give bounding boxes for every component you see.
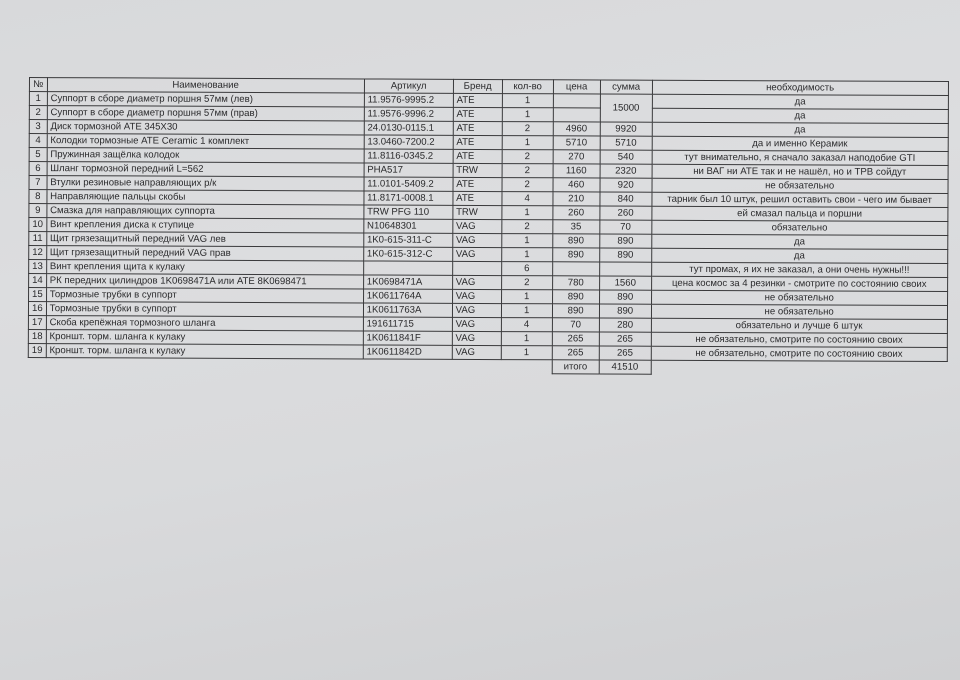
header-name: Наименование: [47, 78, 364, 93]
cell-article: 24.0130-0115.1: [364, 121, 453, 135]
cell-price: 890: [552, 304, 599, 318]
cell-name: Диск тормозной ATE 345X30: [47, 120, 364, 135]
cell-article: PHA517: [364, 163, 453, 177]
cell-no: 7: [29, 176, 47, 190]
cell-qty: 1: [501, 234, 552, 248]
cell-brand: ATE: [453, 121, 502, 135]
cell-sum: 260: [600, 206, 652, 220]
header-price: цена: [553, 80, 600, 94]
header-qty: кол-во: [502, 80, 553, 94]
cell-qty: 1: [502, 108, 553, 122]
cell-qty: 1: [502, 94, 553, 108]
cell-brand: ATE: [453, 177, 502, 191]
cell-price: 780: [552, 276, 599, 290]
cell-no: 3: [29, 120, 47, 134]
cell-name: Втулки резиновые направляющих р/к: [47, 176, 364, 191]
total-spacer: [28, 357, 552, 373]
cell-no: 6: [29, 162, 47, 176]
total-value: 41510: [599, 360, 651, 374]
cell-need: да: [652, 94, 948, 109]
cell-name: Пружинная защёлка колодок: [47, 148, 364, 163]
cell-brand: TRW: [453, 205, 502, 219]
cell-brand: VAG: [452, 275, 501, 289]
cell-no: 4: [29, 134, 47, 148]
cell-article: 1K0611841F: [363, 331, 452, 345]
cell-need: не обязательно: [652, 178, 948, 193]
cell-article: 1K0698471A: [363, 275, 452, 289]
cell-brand: VAG: [452, 303, 501, 317]
cell-price: 890: [552, 234, 599, 248]
cell-need: да: [651, 248, 947, 263]
header-sum: сумма: [600, 80, 652, 94]
cell-sum: 540: [600, 150, 652, 164]
cell-qty: 1: [501, 346, 552, 360]
cell-brand: TRW: [453, 163, 502, 177]
cell-name: Тормозные трубки в суппорт: [46, 302, 363, 317]
cell-brand: VAG: [452, 345, 501, 359]
cell-price: 1160: [553, 164, 600, 178]
total-spacer-right: [651, 360, 947, 375]
table-body: [28, 92, 948, 362]
cell-qty: 1: [501, 304, 552, 318]
cell-sum: [599, 262, 651, 276]
cell-price: 70: [552, 318, 599, 332]
cell-qty: 6: [501, 262, 552, 276]
cell-need: обязательно и лучше 6 штук: [651, 318, 947, 333]
cell-need: не обязательно, смотрите по состоянию своих: [651, 346, 947, 361]
cell-no: 1: [29, 92, 47, 106]
cell-name: РК передних цилиндров 1K0698471A или ATE 8K0698471: [46, 274, 363, 289]
cell-brand: [452, 261, 501, 275]
cell-price: 265: [552, 332, 599, 346]
cell-article: 11.8116-0345.2: [364, 149, 453, 163]
cell-name: Тормозные трубки в суппорт: [46, 288, 363, 303]
cell-no: 18: [28, 329, 46, 343]
cell-need: ей смазал пальца и поршни: [652, 206, 948, 221]
cell-qty: 1: [501, 332, 552, 346]
cell-need: ни ВАГ ни ATE так и не нашёл, но и TPB сойдут: [652, 164, 948, 179]
cell-article: 11.8171-0008.1: [364, 191, 453, 205]
cell-no: 5: [29, 148, 47, 162]
cell-sum: 9920: [600, 122, 652, 136]
cell-sum: 920: [600, 178, 652, 192]
cell-article: 11.9576-9995.2: [364, 93, 453, 107]
header-no: №: [29, 78, 47, 92]
cell-sum: 890: [599, 234, 651, 248]
cell-qty: 4: [502, 192, 553, 206]
cell-need: да и именно Керамик: [652, 136, 948, 151]
cell-qty: 2: [502, 150, 553, 164]
cell-brand: VAG: [452, 219, 501, 233]
cell-no: 17: [28, 315, 46, 329]
cell-brand: VAG: [452, 247, 501, 261]
cell-qty: 2: [501, 220, 552, 234]
cell-article: N10648301: [363, 219, 452, 233]
cell-sum-merged: 15000: [600, 94, 652, 122]
cell-qty: 2: [502, 164, 553, 178]
cell-no: 12: [29, 246, 47, 260]
cell-brand: VAG: [452, 317, 501, 331]
cell-price: 265: [552, 346, 599, 360]
cell-price: [553, 108, 600, 122]
cell-price: 890: [552, 290, 599, 304]
cell-need: да: [652, 122, 948, 137]
cell-price: 260: [553, 206, 600, 220]
cell-brand: ATE: [453, 191, 502, 205]
cell-name: Скоба крепёжная тормозного шланга: [46, 316, 363, 331]
cell-sum: 890: [599, 290, 651, 304]
cell-article: 1K0611764A: [363, 289, 452, 303]
cell-qty: 1: [501, 248, 552, 262]
cell-price: 35: [552, 220, 599, 234]
cell-sum: 280: [599, 318, 651, 332]
cell-brand: VAG: [452, 233, 501, 247]
header-need: необходимость: [652, 80, 948, 95]
cell-need: цена космос за 4 резинки - смотрите по состоянию своих: [651, 276, 947, 291]
cell-no: 13: [29, 260, 47, 274]
cell-price: 890: [552, 248, 599, 262]
cell-no: 2: [29, 106, 47, 120]
cell-name: Кроншт. торм. шланга к кулаку: [46, 330, 363, 345]
cell-no: 11: [29, 232, 47, 246]
cell-sum: 1560: [599, 276, 651, 290]
cell-no: 14: [29, 274, 47, 288]
cell-brand: VAG: [452, 331, 501, 345]
cell-sum: 5710: [600, 136, 652, 150]
cell-qty: 2: [502, 122, 553, 136]
cell-name: Щит грязезащитный передний VAG прав: [46, 246, 363, 261]
cell-no: 8: [29, 190, 47, 204]
cell-need: не обязательно: [651, 304, 947, 319]
cell-no: 16: [28, 302, 46, 316]
cell-qty: 1: [502, 206, 553, 220]
cell-sum: 265: [599, 332, 651, 346]
cell-price: [553, 94, 600, 108]
cell-brand: VAG: [452, 289, 501, 303]
cell-price: 460: [553, 178, 600, 192]
cell-qty: 1: [501, 290, 552, 304]
cell-name: Щит грязезащитный передний VAG лев: [46, 232, 363, 247]
cell-article: TRW PFG 110: [364, 205, 453, 219]
parts-table: [28, 77, 949, 376]
cell-name: Колодки тормозные ATE Ceramic 1 комплект: [47, 134, 364, 149]
cell-price: 270: [553, 150, 600, 164]
cell-sum: 840: [600, 192, 652, 206]
cell-need: тут внимательно, я сначало заказал наподобие GTI: [652, 150, 948, 165]
cell-price: [552, 262, 599, 276]
cell-name: Суппорт в сборе диаметр поршня 57мм (прав): [47, 106, 364, 121]
cell-brand: ATE: [453, 93, 502, 107]
cell-no: 15: [29, 288, 47, 302]
cell-sum: 70: [599, 220, 651, 234]
cell-name: Шланг тормозной передний L=562: [47, 162, 364, 177]
cell-need: тут промах, я их не заказал, а они очень нужны!!!: [651, 262, 947, 277]
cell-article: 1K0611842D: [363, 345, 452, 359]
cell-article: 191611715: [363, 317, 452, 331]
header-article: Артикул: [364, 79, 453, 93]
header-brand: Бренд: [453, 79, 502, 93]
cell-need: обязательно: [651, 220, 947, 235]
cell-qty: 2: [502, 178, 553, 192]
cell-sum: 2320: [600, 164, 652, 178]
cell-price: 4960: [553, 122, 600, 136]
cell-no: 19: [28, 343, 46, 357]
cell-name: Винт крепления диска к ступице: [46, 218, 363, 233]
cell-qty: 4: [501, 318, 552, 332]
cell-article: 1K0-615-312-C: [363, 247, 452, 261]
cell-need: да: [651, 234, 947, 249]
cell-article: 11.0101-5409.2: [364, 177, 453, 191]
cell-need: не обязательно: [651, 290, 947, 305]
cell-no: 10: [29, 218, 47, 232]
cell-qty: 2: [501, 276, 552, 290]
cell-sum: 890: [599, 304, 651, 318]
cell-name: Кроншт. торм. шланга к кулаку: [46, 344, 363, 359]
cell-name: Смазка для направляющих суппорта: [47, 204, 364, 219]
cell-article: 11.9576-9996.2: [364, 107, 453, 121]
cell-name: Суппорт в сборе диаметр поршня 57мм (лев): [47, 92, 364, 107]
cell-article: [363, 261, 452, 275]
cell-article: 13.0460-7200.2: [364, 135, 453, 149]
cell-need: тарник был 10 штук, решил оставить свои - чего им бывает: [652, 192, 948, 207]
cell-article: 1K0-615-311-C: [363, 233, 452, 247]
cell-sum: 890: [599, 248, 651, 262]
cell-name: Винт крепления щита к кулаку: [46, 260, 363, 275]
cell-price: 5710: [553, 136, 600, 150]
cell-qty: 1: [502, 136, 553, 150]
cell-brand: ATE: [453, 149, 502, 163]
cell-brand: ATE: [453, 135, 502, 149]
cell-brand: ATE: [453, 107, 502, 121]
cell-need: да: [652, 108, 948, 123]
cell-sum: 265: [599, 346, 651, 360]
total-label: итого: [552, 360, 599, 374]
cell-price: 210: [553, 192, 600, 206]
cell-name: Направляющие пальцы скобы: [47, 190, 364, 205]
cell-no: 9: [29, 204, 47, 218]
cell-need: не обязательно, смотрите по состоянию своих: [651, 332, 947, 347]
cell-article: 1K0611763A: [363, 303, 452, 317]
